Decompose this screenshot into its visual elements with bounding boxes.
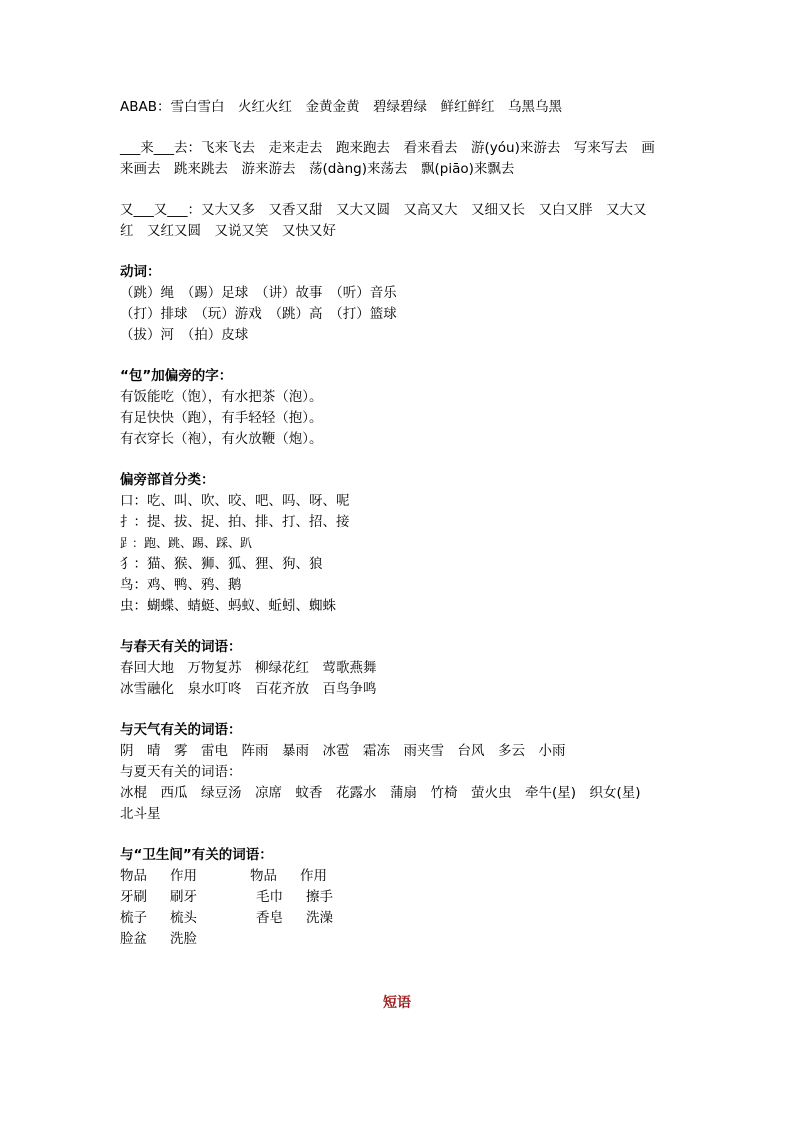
verbs-heading: 动词： <box>120 264 161 280</box>
verbs-line: （跳）绳 （踢）足球 （讲）故事 （听）音乐 <box>120 285 397 301</box>
abab-line: ABAB：雪白雪白 火红火红 金黄金黄 碧绿碧绿 鲜红鲜红 乌黑乌黑 <box>120 99 562 115</box>
bathroom-header-row <box>120 866 680 887</box>
bathroom-cell: 香皂 <box>256 910 283 926</box>
verbs-line: （打）排球 （玩）游戏 （跳）高 （打）篮球 <box>120 306 397 322</box>
bathroom-header-cell: 作用 <box>170 868 197 884</box>
bathroom-cell: 洗脸 <box>170 931 197 947</box>
weather-line: 阴 晴 雾 雷电 阵雨 暴雨 冰雹 霜冻 雨夹雪 台风 多云 小雨 <box>120 743 566 759</box>
bathroom-row <box>120 908 680 929</box>
bao-line: 有衣穿长（袍），有火放鞭（炮）。 <box>120 431 323 447</box>
weather-heading: 与天气有关的词语： <box>120 722 242 738</box>
radical-line: 𧾷：跑、跳、踢、踩、趴 <box>120 536 253 550</box>
bathroom-row <box>120 929 680 950</box>
you-you-line-1: 又___又___：又大又多 又香又甜 又大又圆 又高又大 又细又长 又白又胖 又大又 <box>120 202 647 218</box>
verbs-line: （拔）河 （拍）皮球 <box>120 327 249 343</box>
bao-line: 有足快快（跑），有手轻轻（抱）。 <box>120 410 323 426</box>
bathroom-header-cell: 物品 <box>120 868 147 884</box>
radical-line: 口：吃、叫、吹、咬、吧、吗、呀、呢 <box>120 493 350 509</box>
radical-line: 虫：蝴蝶、蜻蜓、蚂蚁、蚯蚓、蜘蛛 <box>120 598 336 614</box>
radical-line: 鸟：鸡、鸭、鸦、鹅 <box>120 577 242 593</box>
bathroom-cell: 洗澡 <box>306 910 333 926</box>
bao-heading: “包”加偏旁的字： <box>120 368 233 384</box>
bathroom-header-cell: 物品 <box>250 868 277 884</box>
bathroom-cell: 梳头 <box>170 910 197 926</box>
section-title: 短语 <box>383 995 411 1011</box>
radical-line: 扌：提、拔、捉、拍、排、打、招、接 <box>120 514 350 530</box>
bathroom-cell: 刷牙 <box>170 889 197 905</box>
summer-heading: 与夏天有关的词语： <box>120 764 242 780</box>
spring-heading: 与春天有关的词语： <box>120 639 242 655</box>
bathroom-header-cell: 作用 <box>300 868 327 884</box>
document-body <box>120 97 680 950</box>
bathroom-cell: 擦手 <box>306 889 333 905</box>
summer-line-1: 冰棍 西瓜 绿豆汤 凉席 蚊香 花露水 蒲扇 竹椅 萤火虫 牵牛(星) 织女(星) <box>120 785 641 801</box>
bathroom-cell: 脸盆 <box>120 931 147 947</box>
you-you-line-2: 红 又红又圆 又说又笑 又快又好 <box>120 223 336 239</box>
radical-line: 犭：猫、猴、狮、狐、狸、狗、狼 <box>120 556 323 572</box>
bathroom-heading: 与“卫生间”有关的词语： <box>120 847 273 863</box>
bathroom-cell: 毛巾 <box>256 889 283 905</box>
bathroom-cell: 牙刷 <box>120 889 147 905</box>
summer-line-2: 北斗星 <box>120 806 161 822</box>
radicals-heading: 偏旁部首分类： <box>120 472 215 488</box>
bao-line: 有饭能吃（饱），有水把茶（泡）。 <box>120 389 323 405</box>
lai-qu-line-1: ___来___去：飞来飞去 走来走去 跑来跑去 看来看去 游(yóu)来游去 写来写去 画 <box>120 140 655 156</box>
bathroom-cell: 梳子 <box>120 910 147 926</box>
bathroom-row <box>120 887 680 908</box>
spring-line: 冰雪融化 泉水叮咚 百花齐放 百鸟争鸣 <box>120 681 377 697</box>
spring-line: 春回大地 万物复苏 柳绿花红 莺歌燕舞 <box>120 660 377 676</box>
lai-qu-line-2: 来画去 跳来跳去 游来游去 荡(dàng)来荡去 飘(piāo)来飘去 <box>120 161 515 177</box>
